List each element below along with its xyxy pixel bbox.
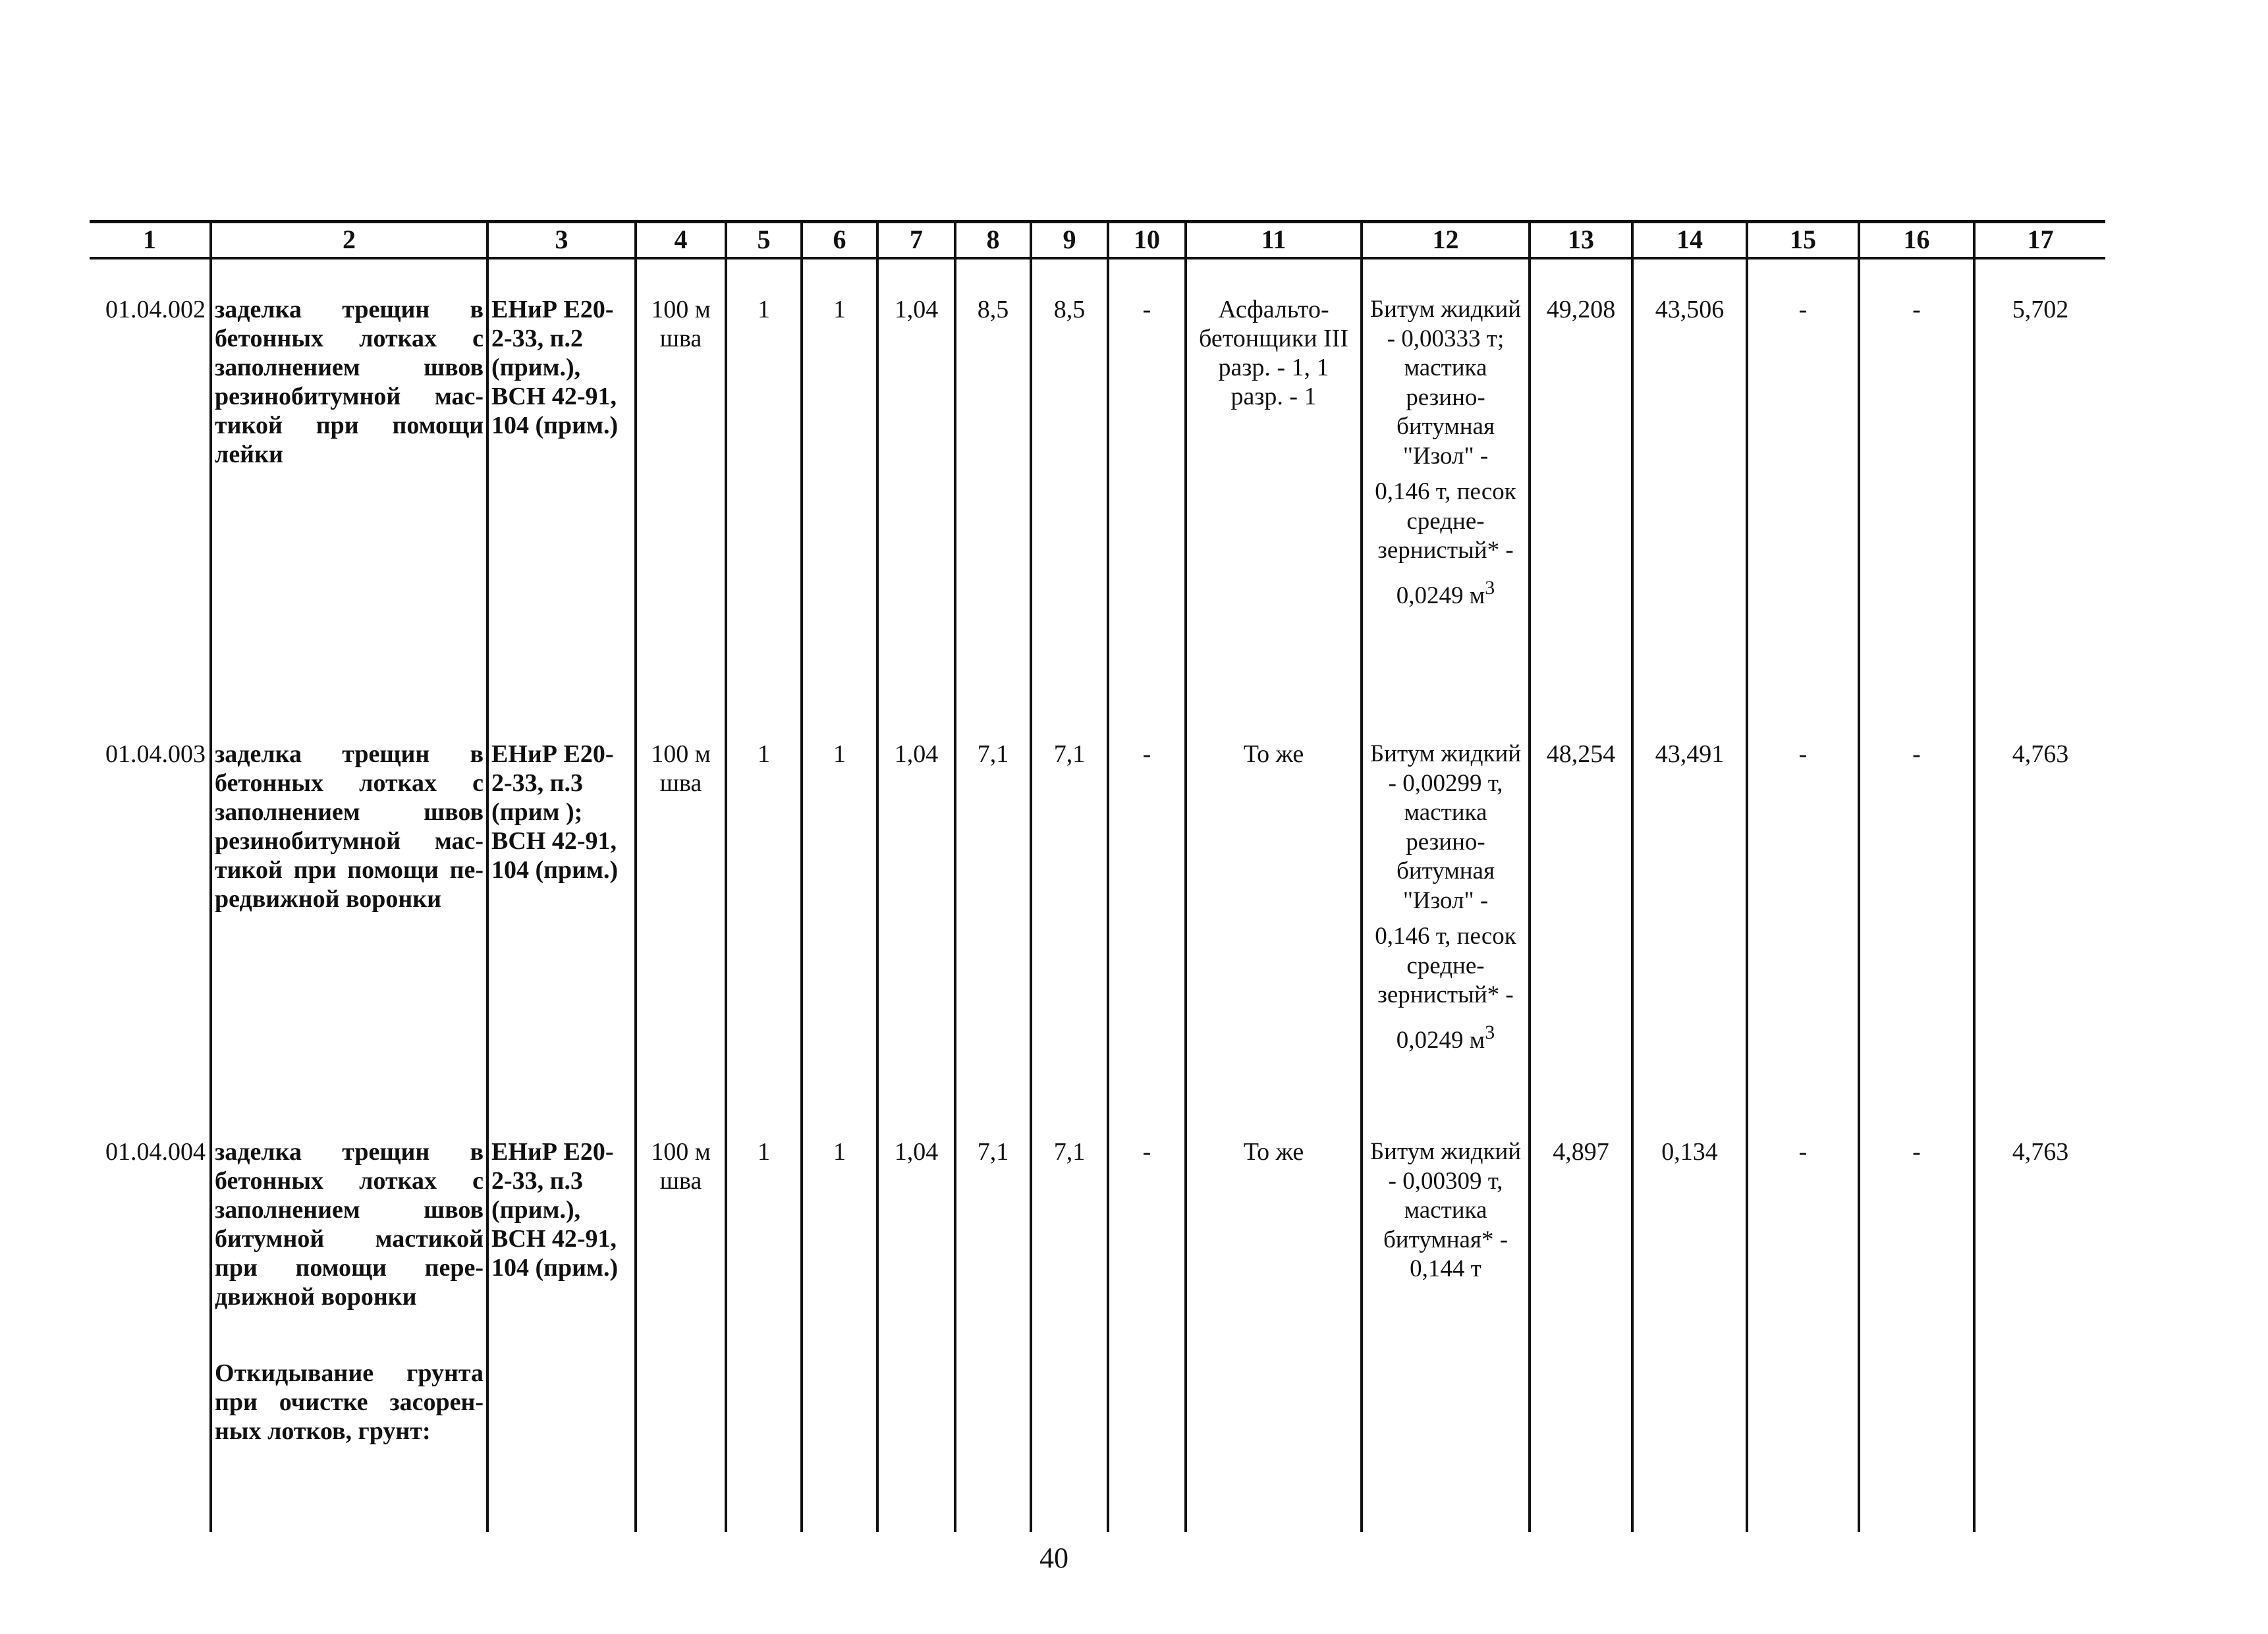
value-col10: -	[1142, 1138, 1151, 1166]
value-col9: 7,1	[1053, 740, 1086, 768]
value-col17: 4,763	[2012, 740, 2069, 768]
value-col13: 48,254	[1546, 740, 1616, 768]
column-divider	[954, 221, 956, 1532]
value-col8: 8,5	[977, 296, 1009, 323]
value-col8: 7,1	[977, 1138, 1009, 1166]
workers: Асфальто-бетонщики III разр. - 1, 1 разр. - 1	[1199, 296, 1348, 410]
value-col15: -	[1798, 296, 1808, 323]
column-header: 16	[1903, 225, 1930, 254]
value-col9: 7,1	[1053, 1138, 1086, 1166]
norm-reference: ЕНиР Е20-2-33, п.3 (прим.), ВСН 42-91, 104 (прим.)	[491, 1138, 619, 1282]
value-col5: 1	[758, 740, 770, 768]
work-description: заделка трещин в бетонных лотках с заполнением швов резинобитумной мас-тикой при помощи лейки	[215, 296, 484, 468]
column-header: 17	[2027, 225, 2054, 254]
value-col13: 4,897	[1553, 1138, 1609, 1166]
column-header: 6	[833, 225, 846, 254]
materials-part: 0,146 т, песок средне-зернистый* -	[1375, 923, 1516, 1008]
column-divider	[634, 221, 637, 1532]
work-description: заделка трещин в бетонных лотках с заполнением швов битумной мастикой при помощи пере-движной воронки	[215, 1138, 484, 1311]
value-col6: 1	[833, 296, 846, 323]
value-col6: 1	[833, 1138, 846, 1166]
value-col5: 1	[758, 1138, 770, 1166]
materials	[1364, 295, 1527, 611]
value-col16: -	[1912, 740, 1921, 768]
row-code: 01.04.002	[105, 296, 206, 323]
value-col7: 1,04	[894, 296, 939, 323]
column-header: 8	[986, 225, 1000, 254]
value-col7: 1,04	[894, 740, 939, 768]
unit: 100 м шва	[651, 740, 711, 797]
row-code: 01.04.003	[105, 740, 206, 768]
materials-part: 0,146 т, песок средне-зернистый* -	[1375, 478, 1516, 564]
column-divider	[1528, 221, 1531, 1532]
column-header: 14	[1676, 225, 1703, 254]
value-col14: 43,506	[1655, 296, 1725, 323]
column-header: 2	[343, 225, 356, 254]
materials-part: Битум жидкий - 0,00299 т, мастика резино-битумная "Изол" -	[1369, 740, 1522, 914]
column-header: 7	[910, 225, 923, 254]
materials	[1364, 740, 1527, 1055]
value-col15: -	[1798, 1138, 1808, 1166]
value-col5: 1	[758, 296, 770, 323]
column-header: 15	[1790, 225, 1816, 254]
column-divider	[1973, 221, 1976, 1532]
column-header: 10	[1134, 225, 1160, 254]
norm-reference: ЕНиР Е20-2-33, п.3 (прим ); ВСН 42-91, 104 (прим.)	[491, 740, 619, 884]
norm-reference: ЕНиР Е20-2-33, п.2 (прим.), ВСН 42-91, 104 (прим.)	[491, 296, 619, 439]
header-bottom-rule	[90, 257, 2105, 259]
column-divider	[1746, 221, 1748, 1532]
column-divider	[1030, 221, 1032, 1532]
table-top-rule	[90, 220, 2105, 223]
value-col17: 5,702	[2012, 296, 2069, 323]
materials-part: 0,0249 м	[1396, 1026, 1485, 1054]
column-header: 3	[555, 225, 568, 254]
row-code: 01.04.004	[105, 1138, 206, 1166]
value-col7: 1,04	[894, 1138, 939, 1166]
page-number: 40	[1039, 1542, 1068, 1574]
column-header: 4	[674, 225, 688, 254]
value-col8: 7,1	[977, 740, 1009, 768]
column-divider	[486, 221, 489, 1532]
column-divider	[800, 221, 803, 1532]
value-col15: -	[1798, 740, 1808, 768]
column-divider	[1858, 221, 1860, 1532]
column-header: 13	[1568, 225, 1594, 254]
value-col17: 4,763	[2012, 1138, 2069, 1166]
section-heading: Откидывание грунта при очистке засорен-ных лотков, грунт:	[215, 1359, 484, 1445]
column-header: 5	[757, 225, 771, 254]
unit-exponent: 3	[1485, 576, 1495, 599]
workers: То же	[1243, 1138, 1304, 1166]
unit: 100 м шва	[651, 296, 711, 352]
materials-part: 0,0249 м	[1396, 582, 1485, 609]
value-col14: 0,134	[1661, 1138, 1718, 1166]
value-col13: 49,208	[1546, 296, 1616, 323]
materials-part: Битум жидкий - 0,00333 т; мастика резино-битумная "Изол" -	[1369, 296, 1522, 470]
value-col16: -	[1912, 296, 1921, 323]
column-divider	[1107, 221, 1109, 1532]
column-header: 9	[1063, 225, 1076, 254]
value-col10: -	[1142, 740, 1151, 768]
materials: Битум жидкий - 0,00309 т, мастика битумная* - 0,144 т	[1369, 1138, 1522, 1282]
column-divider	[876, 221, 879, 1532]
column-divider	[1360, 221, 1363, 1532]
value-col9: 8,5	[1053, 296, 1086, 323]
column-divider	[725, 221, 727, 1532]
value-col14: 43,491	[1655, 740, 1725, 768]
value-col16: -	[1912, 1138, 1921, 1166]
column-divider	[1631, 221, 1634, 1532]
column-header: 12	[1432, 225, 1459, 254]
value-col6: 1	[833, 740, 846, 768]
value-col10: -	[1142, 296, 1151, 323]
unit: 100 м шва	[651, 1138, 711, 1195]
column-header: 11	[1261, 225, 1286, 254]
column-header: 1	[143, 225, 156, 254]
column-divider	[209, 221, 212, 1532]
column-divider	[1184, 221, 1187, 1532]
unit-exponent: 3	[1485, 1021, 1495, 1043]
work-description: заделка трещин в бетонных лотках с заполнением швов резинобитумной мас-тикой при помощи пе-редвижной воронки	[215, 740, 484, 913]
workers: То же	[1243, 740, 1304, 768]
